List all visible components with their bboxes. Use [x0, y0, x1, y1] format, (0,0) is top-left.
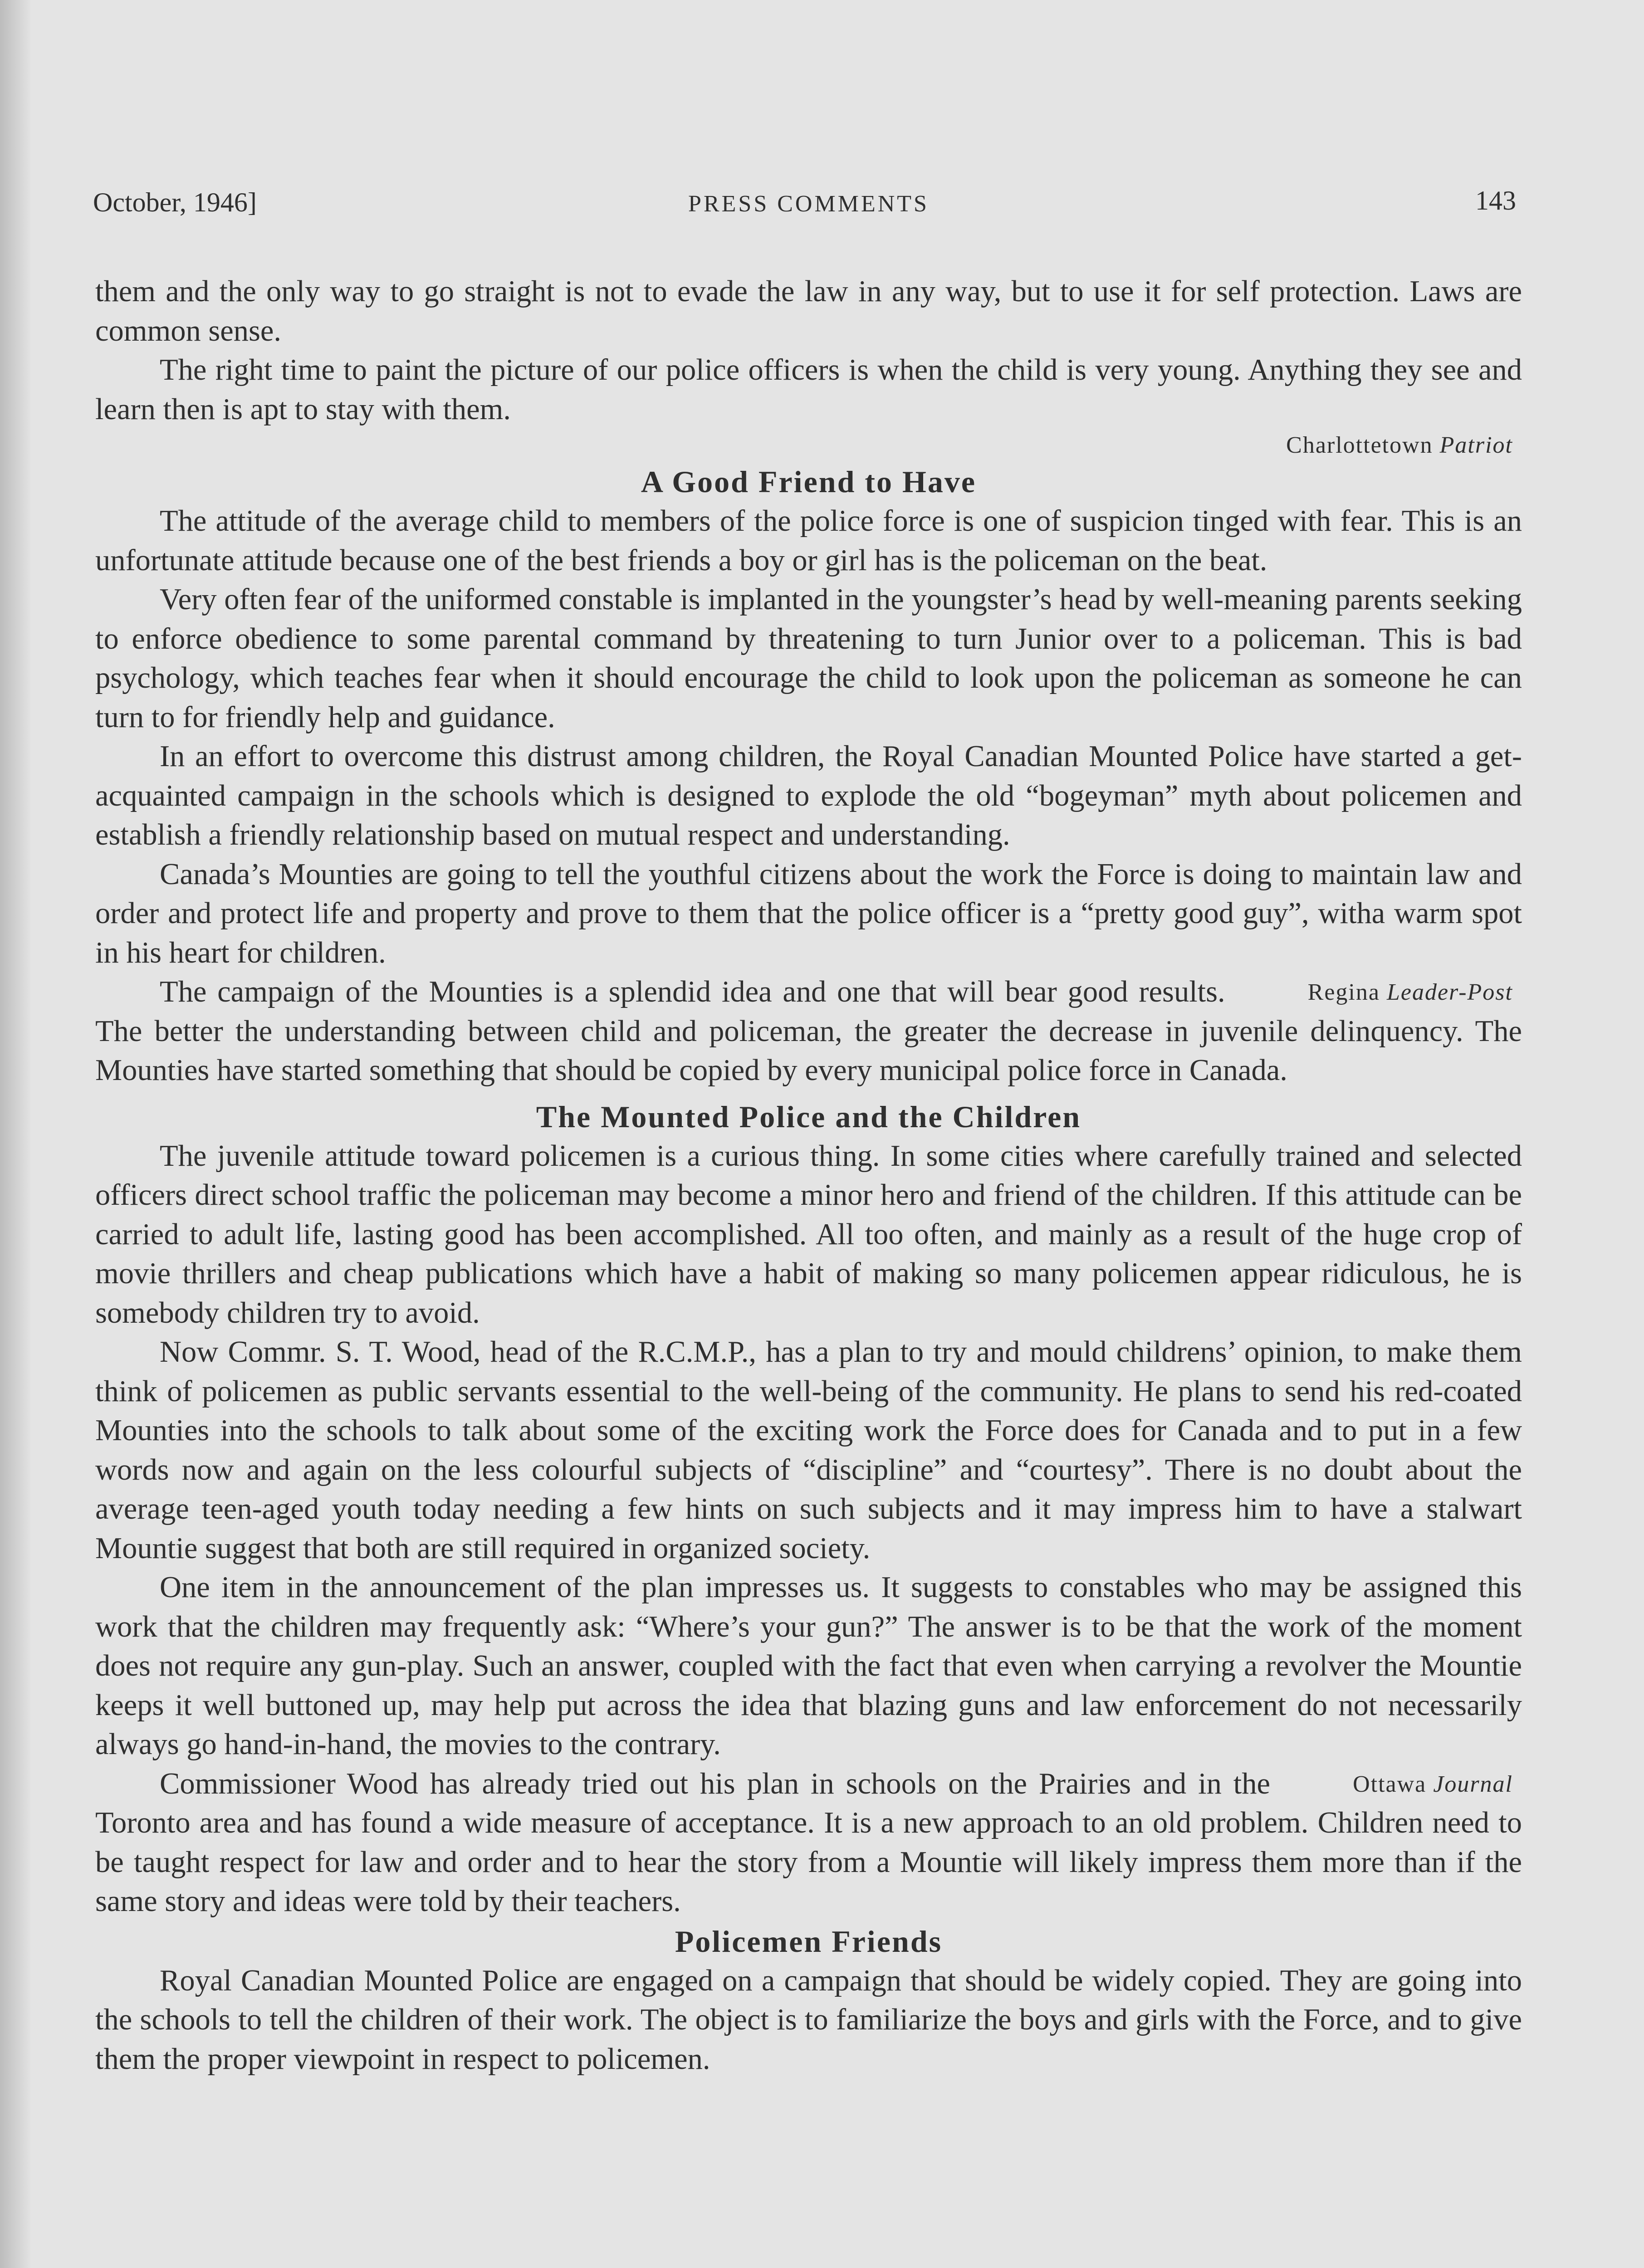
page-binding-shadow	[0, 0, 32, 2268]
paragraph: One item in the announcement of the plan impresses us. It suggests to constables who may be assigned this work that the children may frequently ask: “Where’s your gun?” The answer is to be that the work of the moment does not require any gun-play. Such an answer, coupled with the fact that even when carrying a revolver the Mountie keeps it well buttoned up, may help put across the idea that blazing guns and law enforcement do not necessarily always go hand-in-hand, the movies to the contrary.	[95, 1571, 1522, 1761]
source-place: Regina	[1307, 979, 1380, 1005]
paragraph: Now Commr. S. T. Wood, head of the R.C.M.P., has a plan to try and mould childrens’ opinion, to make them think of policemen as public servants essential to the well-being of the community. He plans to send his red-coated Mounties into the schools to talk about some of the exciting work the Force does for Canada and to put in a few words now and again on the less colourful subjects of “discipline” and “courtesy”. There is no doubt about the average teen-aged youth today needing a few hints on such subjects and it may impress him to have a stalwart Mountie suggest that both are still required in organized society.	[95, 1335, 1522, 1565]
paragraph: In an effort to overcome this distrust among children, the Royal Canadian Mounted Police have started a get-acquainted campaign in the schools which is designed to explode the old “bogeyman” myth about policemen and establish a friendly relationship based on mutual respect and understanding.	[95, 740, 1522, 851]
running-head	[93, 177, 1524, 231]
source-credit	[95, 429, 1513, 462]
source-credit	[1243, 976, 1513, 1009]
source-publication: Leader-Post	[1386, 979, 1513, 1005]
paragraph	[95, 973, 1522, 1090]
paragraph: Canada’s Mounties are going to tell the youthful citizens about the work the Force is doing to maintain law and order and protect life and property and prove to them that the police officer is a “pretty good guy”, witha warm spot in his heart for children.	[95, 857, 1522, 969]
article-heading: Policemen Friends	[675, 1924, 943, 1959]
paragraph-text: The campaign of the Mounties is a splendid idea and one that will bear good results. The better the understanding between child and policeman, the greater the decrease in juvenile delinquency. The Mounties have started something that should be copied by every municipal police force in Canada.	[95, 975, 1522, 1087]
paragraph: The juvenile attitude toward policemen is a curious thing. In some cities where carefully trained and selected officers direct school traffic the policeman may become a minor hero and friend of the children. If this attitude can be carried to adult life, lasting good has been accomplished. All too often, and mainly as a result of the huge crop of movie thrillers and cheap publications which have a habit of making so many policemen appear ridiculous, he is somebody children try to avoid.	[95, 1139, 1522, 1330]
article-heading: A Good Friend to Have	[641, 464, 977, 499]
paragraph-text: Commissioner Wood has already tried out his plan in schools on the Prairies and in the Toronto area and has found a wide measure of acceptance. It is a new approach to an old problem. Children need to be taught respect for law and order and to hear the story from a Mountie will likely impress them more than if the same story and ideas were told by their teachers.	[95, 1767, 1522, 1918]
journal-section-title: PRESS COMMENTS	[688, 191, 929, 217]
article-column	[95, 272, 1522, 2079]
source-place: Ottawa	[1353, 1771, 1427, 1797]
paragraph: Royal Canadian Mounted Police are engaged on a campaign that should be widely copied. They are going into the schools to tell the children of their work. The object is to familiarize the boys and girls with the Force, and to give them the proper viewpoint in respect to policemen.	[95, 1964, 1522, 2076]
source-credit	[1288, 1768, 1513, 1801]
source-publication: Patriot	[1439, 432, 1513, 458]
paragraph: The right time to paint the picture of our police officers is when the child is very young. Anything they see and learn then is apt to stay with them.	[95, 353, 1522, 426]
source-publication: Journal	[1433, 1771, 1513, 1797]
source-place: Charlottetown	[1286, 432, 1433, 458]
page-number: 143	[1475, 186, 1516, 215]
paragraph: them and the only way to go straight is not to evade the law in any way, but to use it for self protection. Laws are common sense.	[95, 275, 1522, 347]
paragraph: Very often fear of the uniformed constable is implanted in the youngster’s head by well-meaning parents seeking to enforce obedience to some parental command by threatening to turn Junior over to a policeman. This is bad psychology, which teaches fear when it should encourage the child to look upon the policeman as someone he can turn to for friendly help and guidance.	[95, 583, 1522, 734]
paragraph	[95, 1765, 1522, 1921]
paragraph: The attitude of the average child to members of the police force is one of suspicion tinged with fear. This is an unfortunate attitude because one of the best friends a boy or girl has is the policeman on the beat.	[95, 504, 1522, 577]
issue-date: October, 1946]	[93, 187, 257, 217]
article-heading: The Mounted Police and the Children	[536, 1099, 1081, 1134]
